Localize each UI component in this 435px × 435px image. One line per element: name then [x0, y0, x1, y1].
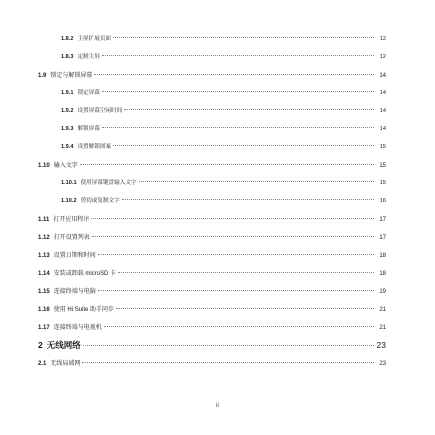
toc-entry-title: 连接终端与电脑	[53, 289, 96, 295]
toc-entry-number: 1.9.2	[61, 108, 74, 114]
toc-entry-page: 14	[379, 126, 386, 132]
toc-entry-number: 1.13	[38, 253, 50, 259]
dot-leader	[92, 236, 374, 237]
toc-entry-title: 设置日期和时间	[53, 253, 96, 259]
dot-leader	[124, 109, 374, 110]
toc-entry-number: 1.10.2	[61, 198, 77, 204]
toc-entry-number: 1.9.3	[61, 126, 74, 132]
toc-entry-title: 剪切或复制文字	[80, 198, 120, 204]
toc-entry-title: 解锁屏幕	[77, 126, 100, 132]
toc-entry-1-9-2[interactable]	[61, 109, 386, 115]
toc-entry-2-1[interactable]	[38, 361, 386, 367]
toc-entry-1-9-1[interactable]	[61, 91, 386, 97]
toc-entry-1-8-3[interactable]	[61, 55, 386, 61]
toc-entry-number: 1.14	[38, 271, 50, 277]
toc-entry-number: 1.10.1	[61, 180, 77, 186]
toc-entry-page: 17	[379, 235, 386, 241]
dot-leader	[102, 127, 374, 128]
toc-entry-title: 使用屏幕键盘输入文字	[80, 180, 137, 186]
toc-entry-page: 18	[379, 253, 386, 259]
toc-entry-title: 连接终端与电视机	[53, 325, 102, 331]
toc-entry-number: 1.9.1	[61, 90, 74, 96]
dot-leader	[98, 254, 374, 255]
toc-entry-1-10[interactable]	[38, 163, 386, 169]
toc-entry-page: 15	[379, 163, 386, 169]
toc-entry-page: 14	[379, 108, 386, 114]
toc-entry-title: 使用 Hi Suite 助手同步	[53, 307, 115, 313]
toc-entry-1-16[interactable]	[38, 307, 386, 313]
toc-entry-number: 1.10	[38, 163, 50, 169]
toc-entry-page: 21	[379, 307, 386, 313]
toc-entry-1-11[interactable]	[38, 217, 386, 223]
toc-entry-1-9[interactable]	[38, 73, 386, 79]
dot-leader	[118, 272, 374, 273]
toc-entry-title: 主屏扩展页面	[77, 36, 112, 42]
toc-entry-page: 15	[379, 144, 386, 150]
dot-leader	[102, 91, 374, 92]
toc-entry-number: 1.16	[38, 307, 50, 313]
dot-leader	[94, 74, 374, 75]
toc-entry-page: 16	[379, 198, 386, 204]
dot-leader	[104, 326, 374, 327]
dot-leader	[82, 362, 374, 363]
toc-entry-1-17[interactable]	[38, 325, 386, 331]
toc-entry-1-9-3[interactable]	[61, 127, 386, 133]
dot-leader	[113, 145, 374, 146]
toc-entry-title: 安装或卸载 microSD 卡	[53, 271, 117, 277]
page-number: ii	[216, 403, 219, 409]
toc-entry-number: 1.8.3	[61, 54, 74, 60]
toc-entry-title: 无线局域网	[50, 361, 81, 367]
toc-entry-1-13[interactable]	[38, 253, 386, 259]
dot-leader	[91, 218, 374, 219]
toc-entry-page: 21	[379, 325, 386, 331]
toc-entry-page: 18	[379, 271, 386, 277]
toc-entry-title: 打开应用程序	[53, 217, 90, 223]
toc-entry-1-8-2[interactable]	[61, 37, 386, 43]
toc-entry-title: 无线网络	[46, 340, 81, 350]
toc-entry-page: 14	[379, 90, 386, 96]
toc-entry-page: 23	[379, 361, 386, 367]
toc-entry-page: 23	[376, 340, 386, 350]
toc-entry-number: 1.15	[38, 289, 50, 295]
toc-entry-number: 1.11	[38, 217, 50, 223]
toc-entry-page: 15	[379, 180, 386, 186]
toc-entry-1-12[interactable]	[38, 235, 386, 241]
toc-entry-number: 1.9.4	[61, 144, 74, 150]
dot-leader	[102, 55, 374, 56]
toc-entry-title: 输入文字	[53, 163, 78, 169]
toc-entry-page: 12	[379, 54, 386, 60]
toc-entry-number: 1.12	[38, 235, 50, 241]
page-footer	[0, 403, 435, 409]
toc-entry-title: 设置屏幕空闲时间	[77, 108, 123, 114]
toc-entry-title: 锁定与解锁屏幕	[50, 73, 93, 79]
toc-entry-2[interactable]	[38, 341, 386, 350]
dot-leader	[139, 181, 374, 182]
toc-entry-number: 1.8.2	[61, 36, 74, 42]
toc-entry-number: 2.1	[38, 361, 47, 367]
dot-leader	[122, 199, 374, 200]
toc-entry-title: 锁定屏幕	[77, 90, 100, 96]
toc-entry-title: 定制主屏	[77, 54, 100, 60]
dot-leader	[98, 290, 374, 291]
dot-leader	[116, 308, 374, 309]
toc-entry-1-10-2[interactable]	[61, 199, 386, 205]
toc-entry-number: 1.9	[38, 73, 47, 79]
dot-leader	[83, 345, 374, 346]
toc-entry-page: 14	[379, 73, 386, 79]
dot-leader	[113, 37, 374, 38]
toc-entry-title: 打开设置列表	[53, 235, 90, 241]
toc-entry-1-9-4[interactable]	[61, 145, 386, 151]
toc-entry-1-10-1[interactable]	[61, 181, 386, 187]
dot-leader	[80, 164, 374, 165]
toc-entry-number: 2	[38, 340, 43, 350]
toc-entry-page: 19	[379, 289, 386, 295]
toc-entry-number: 1.17	[38, 325, 50, 331]
toc-entry-page: 12	[379, 36, 386, 42]
toc-entry-1-15[interactable]	[38, 289, 386, 295]
toc-entry-page: 17	[379, 217, 386, 223]
toc-entry-title: 设置解锁图案	[77, 144, 112, 150]
toc-entry-1-14[interactable]	[38, 271, 386, 277]
